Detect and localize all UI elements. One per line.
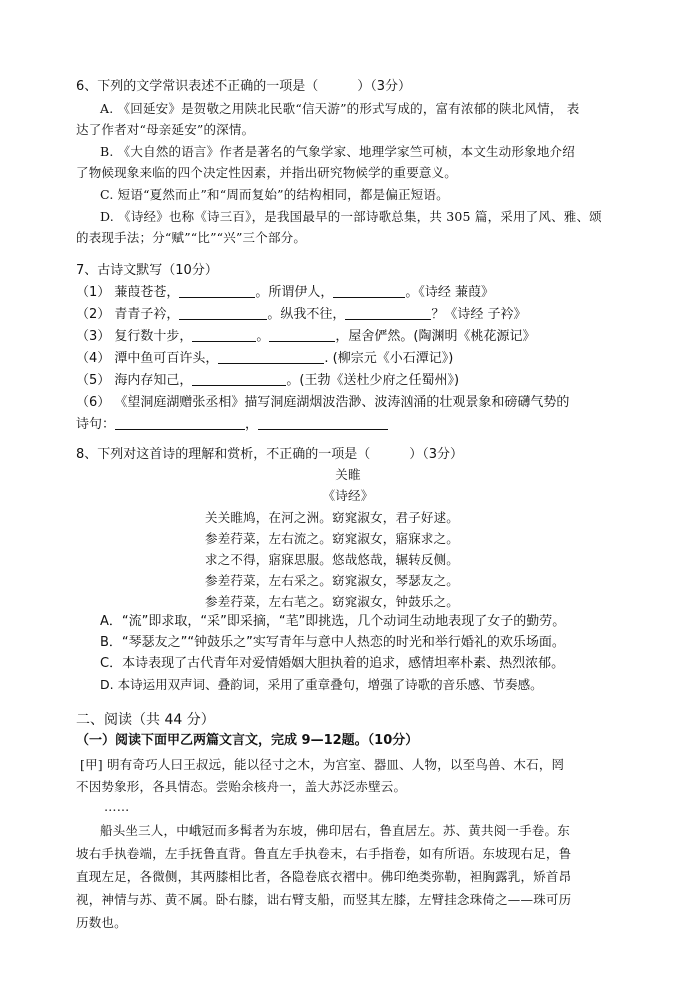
q7-5-text-a: （5） 海内存知己， <box>76 373 193 388</box>
answer-blank[interactable] <box>192 373 286 386</box>
q8-option-d: D. 本诗运用双声词、叠韵词，采用了重章叠句，增强了诗歌的音乐感、节奏感。 <box>100 677 543 692</box>
answer-blank[interactable] <box>179 307 267 320</box>
q7-3-text-b: 。 <box>256 329 270 344</box>
q8-stem: 8、下列对这首诗的理解和赏析，不正确的一项是（ ）（3分） <box>76 447 464 462</box>
q7-line-6b <box>76 416 388 434</box>
answer-blank[interactable] <box>179 285 255 298</box>
q7-4-text-b: . (柳宗元《小石潭记》) <box>324 351 454 366</box>
passage-jia-line-2: 不因势象形，各具情态。尝贻余核舟一，盖大苏泛赤壁云。 <box>76 779 407 794</box>
q7-6-text-b: ， <box>245 417 259 432</box>
q6-option-d-line1: D. 《诗经》也称《诗三百》，是我国最早的一部诗歌总集，共 305 篇，采用了风、雅、颂 <box>100 209 602 224</box>
passage-line-2: 坡右手执卷端，左手抚鲁直背。鲁直左手执卷末，右手指卷，如有所语。东坡现右足，鲁 <box>76 846 572 861</box>
q6-option-c: C. 短语“夏然而止”和“周而复始”的结构相同，都是偏正短语。 <box>100 187 449 202</box>
q8-option-a: A．“流”即求取，“采”即采摘，“芼”即挑选，几个动词生动地表现了女子的勤劳。 <box>100 614 566 629</box>
passage-ellipsis: …… <box>104 799 130 814</box>
passage-line-3: 直现左足，各微侧，其两膝相比者，各隐卷底衣褶中。佛印绝类弥勒，袒胸露乳，矫首昂 <box>76 869 572 884</box>
q7-2-text-a: （2） 青青子衿， <box>76 307 180 322</box>
section-subheading: （一）阅读下面甲乙两篇文言文，完成 9—12题。（10分） <box>76 733 419 748</box>
q7-line-2 <box>76 306 527 324</box>
q7-line-6: （6） 《望洞庭湖赠张丞相》描写洞庭湖烟波浩渺、波涛汹涌的壮观景象和磅礴气势的 <box>76 395 570 410</box>
q7-2-text-c: ？《诗经 子衿》 <box>431 307 527 322</box>
q8-option-b: B．“琴瑟友之”“钟鼓乐之”实写青年与意中人热恋的时光和举行婚礼的欢乐场面。 <box>100 635 565 650</box>
q7-1-text-c: 。《诗经 蒹葭》 <box>405 285 495 300</box>
answer-blank[interactable] <box>258 417 388 430</box>
q7-1-text-a: （1） 蒹葭苍苍， <box>76 285 180 300</box>
q7-line-5 <box>76 372 459 390</box>
poem-line-1: 关关睢鸠，在河之洲。窈窕淑女，君子好逑。 <box>205 510 460 525</box>
q6-option-b-line1: B. 《大自然的语言》作者是著名的气象学家、地理学家竺可桢，本文生动形象地介绍 <box>100 144 575 159</box>
poem-source: 《诗经》 <box>322 488 374 503</box>
q7-3-text-c: ，屋舍俨然。(陶渊明《桃花源记》 <box>335 329 536 344</box>
q7-line-4 <box>76 350 453 368</box>
answer-blank[interactable] <box>218 351 324 364</box>
answer-blank[interactable] <box>115 417 245 430</box>
answer-blank[interactable] <box>333 285 405 298</box>
q6-option-d-line2: 的表现手法；分“赋”“比”“兴”三个部分。 <box>76 230 307 245</box>
poem-line-4: 参差荇菜，左右采之。窈窕淑女，琴瑟友之。 <box>205 573 460 588</box>
section-heading: 二、阅读（共 44 分） <box>76 712 215 728</box>
q6-option-b-line2: 了物候现象来临的四个决定性因素，并指出研究物候学的重要意义。 <box>76 165 458 180</box>
answer-blank[interactable] <box>269 329 335 342</box>
q7-line-1 <box>76 284 494 302</box>
passage-line-1: 船头坐三人，中峨冠而多髯者为东坡，佛印居右，鲁直居左。苏、黄共阅一手卷。东 <box>100 823 570 838</box>
passage-jia-line-1: [甲] 明有奇巧人曰王叔远，能以径寸之木，为宫室、器皿、人物，以至鸟兽、木石，罔 <box>80 757 565 772</box>
q8-option-c: C．本诗表现了古代青年对爱情婚姻大胆执着的追求，感情坦率朴素、热烈浓郁。 <box>100 656 565 671</box>
poem-line-2: 参差荇菜，左右流之。窈窕淑女，寤寐求之。 <box>205 531 460 546</box>
passage-line-5: 历数也。 <box>76 915 127 930</box>
q7-stem: 7、古诗文默写（10分） <box>76 263 218 278</box>
q6-option-a-line1: A. 《回延安》是贺敬之用陕北民歌“信天游”的形式写成的，富有浓郁的陕北风情， 表 <box>100 101 580 116</box>
poem-line-5: 参差荇菜，左右芼之。窈窕淑女，钟鼓乐之。 <box>205 594 460 609</box>
q7-4-text-a: （4） 潭中鱼可百许头， <box>76 351 219 366</box>
q7-2-text-b: 。纵我不往， <box>267 307 346 322</box>
answer-blank[interactable] <box>345 307 431 320</box>
q7-line-3 <box>76 328 536 346</box>
passage-line-4: 视，神情与苏、黄不属。卧右膝，诎右臂支船，而竖其左膝，左臂挂念珠倚之——珠可历 <box>76 892 572 907</box>
q7-3-text-a: （3） 复行数十步， <box>76 329 193 344</box>
poem-title: 关睢 <box>335 467 361 482</box>
q7-1-text-b: 。所谓伊人， <box>255 285 334 300</box>
poem-line-3: 求之不得，寤寐思服。悠哉悠哉，辗转反侧。 <box>205 552 460 567</box>
q7-6-text-a: 诗句： <box>76 417 116 432</box>
q7-5-text-b: 。(王勃《送杜少府之任蜀州》) <box>286 373 460 388</box>
q6-option-a-line2: 达了作者对“母亲延安”的深情。 <box>76 122 255 137</box>
q6-stem: 6、下列的文学常识表述不正确的一项是（ ）（3分） <box>76 79 412 94</box>
answer-blank[interactable] <box>192 329 256 342</box>
